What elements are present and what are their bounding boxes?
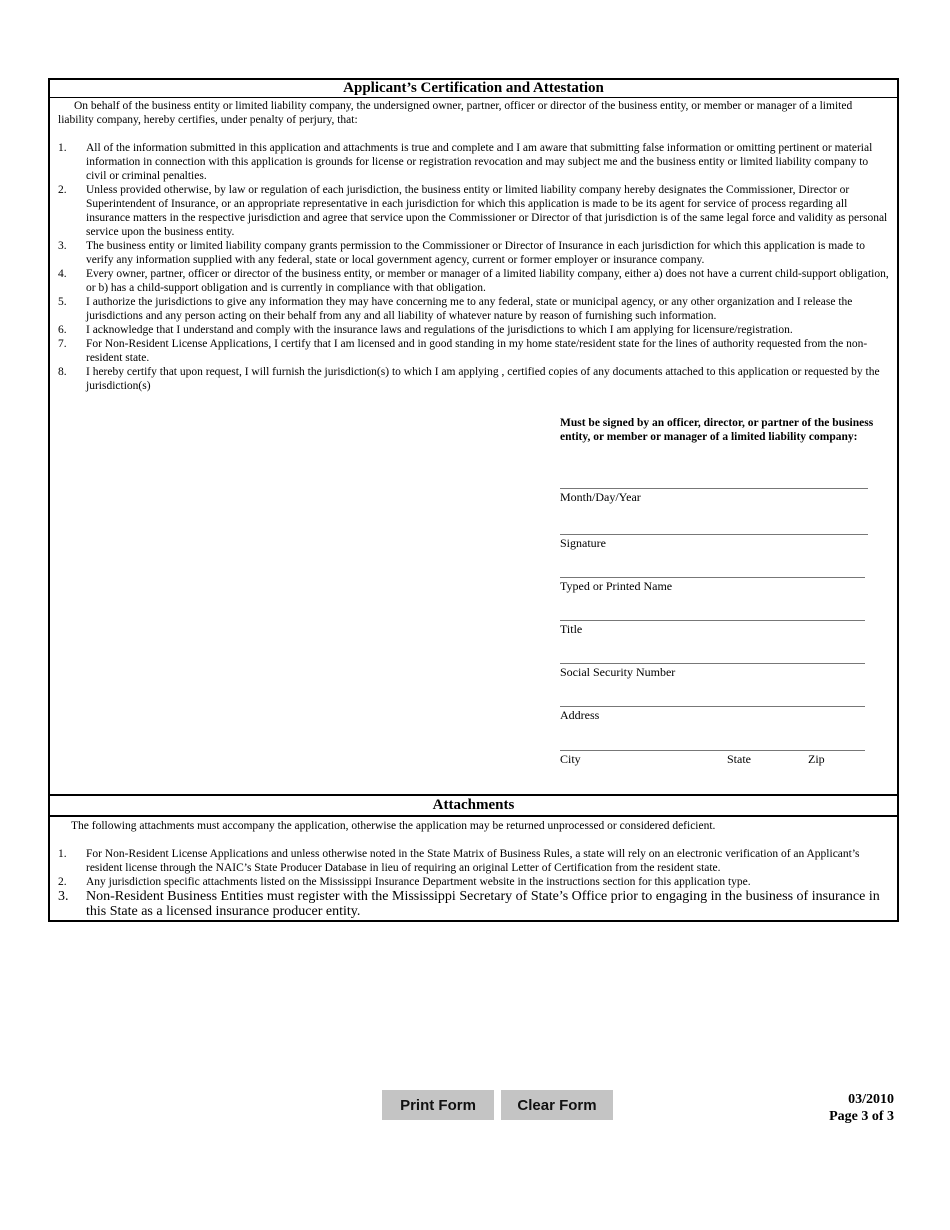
- signature-block: [560, 416, 880, 766]
- item-text: I acknowledge that I understand and comply with the insurance laws and regulations of the jurisdictions to which I am applying for licensure/registration.: [86, 324, 793, 336]
- item-text: Every owner, partner, officer or director of the business entity, or member or manager of a limited liability company, either a) does not have a current child-support obligation, or b) has a child-support obligation and is currently in compliance with that obligation.: [86, 268, 889, 294]
- printed-name-label: Typed or Printed Name: [560, 579, 673, 593]
- printed-name-field[interactable]: [560, 577, 865, 578]
- certification-section: [48, 78, 899, 796]
- state-label: State: [727, 752, 751, 766]
- page-number: Page 3 of 3: [829, 1109, 894, 1124]
- title-label: Title: [560, 622, 583, 636]
- zip-label: Zip: [808, 752, 825, 766]
- item-text: For Non-Resident License Applications and unless otherwise noted in the State Matrix of Business Rules, a state will rely on an electronic verification of an Applicant’s resident license through the NAIC’s State Producer Database in lieu of requiring an original Letter of Certification from the resident state.: [86, 848, 860, 874]
- item-number: 1.: [58, 142, 67, 154]
- certification-item: [58, 239, 889, 267]
- item-text: Unless provided otherwise, by law or regulation of each jurisdiction, the business entity or limited liability company hereby designates the Commissioner, Director or Superintendent of Insurance, or an appropriate representative in each jurisdiction for which this application is made to be its agent for service of process regarding all insurance matters in the respective jurisdiction and agree that service upon the Commissioner or Director of that jurisdiction is of the same legal force and validity as personal service upon the business entity.: [86, 184, 888, 238]
- certification-title: Applicant’s Certification and Attestation: [50, 80, 897, 98]
- attachment-item: [58, 889, 889, 919]
- attachments-section: [48, 794, 899, 922]
- certification-intro: On behalf of the business entity or limited liability company, the undersigned owner, partner, officer or director of the business entity, or member or manager of a limited liability company, hereby certifies, under penalty of perjury, that:: [58, 100, 853, 126]
- signature-field[interactable]: [560, 534, 868, 535]
- certification-item: [58, 295, 889, 323]
- item-number: 8.: [58, 366, 67, 378]
- certification-item: [58, 267, 889, 295]
- signature-requirement-note: Must be signed by an officer, director, or partner of the business entity, or member or manager of a limited liability company:: [560, 417, 874, 443]
- attachments-list: [58, 847, 889, 919]
- date-label: Month/Day/Year: [560, 490, 641, 504]
- certification-item: [58, 183, 889, 239]
- item-text: For Non-Resident License Applications, I certify that I am licensed and in good standing in my home state/resident state for the lines of authority requested from the non-resident state.: [86, 338, 868, 364]
- certification-list: [58, 141, 889, 393]
- item-text: All of the information submitted in this application and attachments is true and complete and I am aware that submitting false information or omitting pertinent or material information in connection with this application is grounds for license or registration revocation and may subject me and the business entity or limited liability company to civil or criminal penalties.: [86, 142, 873, 182]
- certification-item: [58, 337, 889, 365]
- certification-item: [58, 365, 889, 393]
- page-footer: [829, 1091, 894, 1125]
- item-text: The business entity or limited liability company grants permission to the Commissioner or Director of Insurance in each jurisdiction for which this application is made to verify any information supplied with any federal, state or local government agency, current or former employer or insurance company.: [86, 240, 865, 266]
- attachment-item: [58, 847, 889, 875]
- item-number: 2.: [58, 876, 67, 888]
- print-form-button[interactable]: Print Form: [382, 1090, 494, 1120]
- attachments-title: Attachments: [50, 796, 897, 817]
- attachment-item: [58, 875, 889, 889]
- item-number: 3.: [58, 889, 69, 904]
- attachments-intro: The following attachments must accompany the application, otherwise the application may be returned unprocessed or considered deficient.: [71, 820, 716, 832]
- city-state-zip-field[interactable]: [560, 750, 865, 751]
- certification-item: [58, 323, 889, 337]
- ssn-field[interactable]: [560, 663, 865, 664]
- signature-label: Signature: [560, 536, 606, 550]
- item-text: I authorize the jurisdictions to give any information they may have concerning me to any federal, state or municipal agency, or any other organization and I release the jurisdictions and any person acting on their behalf from any and all liability of whatever nature by reason of furnishing such information.: [86, 296, 853, 322]
- item-number: 4.: [58, 268, 67, 280]
- item-text: I hereby certify that upon request, I will furnish the jurisdiction(s) to which I am applying , certified copies of any documents attached to this application or requested by the jurisdiction(s): [86, 366, 880, 392]
- form-date: 03/2010: [848, 1092, 894, 1107]
- address-field[interactable]: [560, 706, 865, 707]
- item-text: Any jurisdiction specific attachments listed on the Mississippi Insurance Department website in the instructions section for this application type.: [86, 876, 751, 888]
- item-number: 3.: [58, 240, 67, 252]
- date-field[interactable]: [560, 488, 868, 489]
- item-number: 6.: [58, 324, 67, 336]
- address-label: Address: [560, 708, 600, 722]
- item-text: Non-Resident Business Entities must register with the Mississippi Secretary of State’s Office prior to engaging in the business of insurance in this State as a licensed insurance producer entity.: [86, 889, 880, 919]
- item-number: 5.: [58, 296, 67, 308]
- certification-item: [58, 141, 889, 183]
- item-number: 1.: [58, 848, 67, 860]
- title-field[interactable]: [560, 620, 865, 621]
- item-number: 2.: [58, 184, 67, 196]
- clear-form-button[interactable]: Clear Form: [501, 1090, 613, 1120]
- item-number: 7.: [58, 338, 67, 350]
- city-label: City: [560, 752, 581, 766]
- ssn-label: Social Security Number: [560, 665, 676, 679]
